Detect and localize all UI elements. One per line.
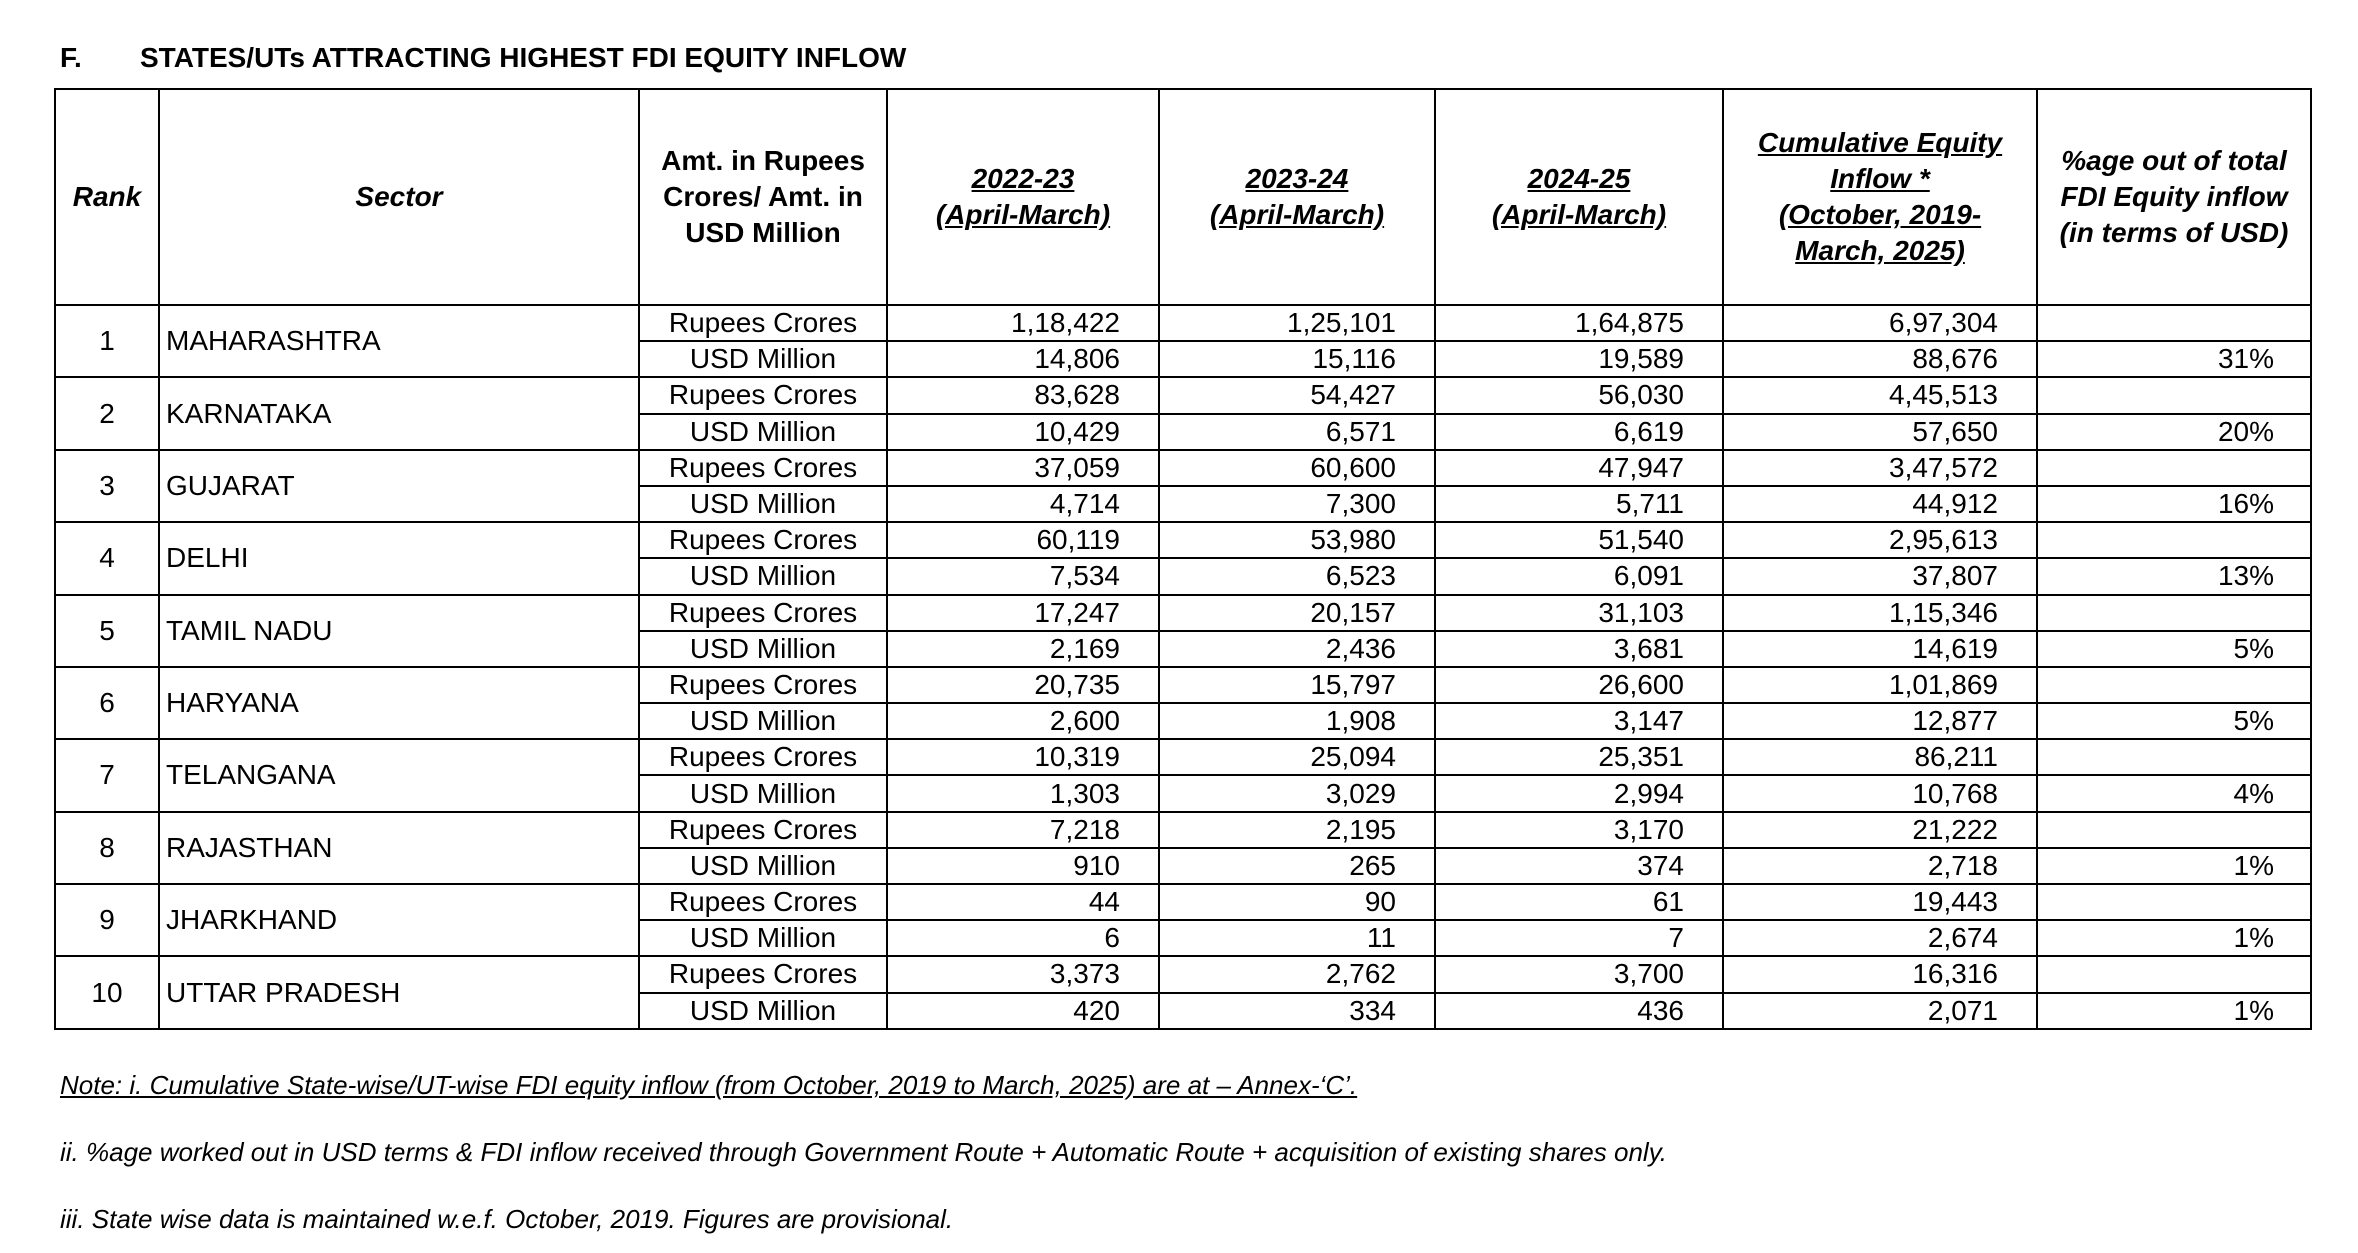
share-cell: 1% (2037, 993, 2311, 1029)
unit-cell: Rupees Crores (639, 450, 887, 486)
state-name-cell: DELHI (159, 522, 639, 594)
value-cell: 4,45,513 (1723, 377, 2037, 413)
share-cell: 1% (2037, 848, 2311, 884)
value-cell: 21,222 (1723, 812, 2037, 848)
value-cell: 10,319 (887, 739, 1159, 775)
rank-cell: 5 (55, 595, 159, 667)
unit-cell: Rupees Crores (639, 739, 887, 775)
share-cell-empty (2037, 956, 2311, 992)
share-cell-empty (2037, 884, 2311, 920)
share-cell-empty (2037, 667, 2311, 703)
value-cell: 2,600 (887, 703, 1159, 739)
value-cell: 2,674 (1723, 920, 2037, 956)
unit-cell: USD Million (639, 703, 887, 739)
state-name-cell: MAHARASHTRA (159, 305, 639, 377)
value-cell: 86,211 (1723, 739, 2037, 775)
value-cell: 25,351 (1435, 739, 1723, 775)
share-cell: 5% (2037, 703, 2311, 739)
value-cell: 11 (1159, 920, 1435, 956)
value-cell: 37,807 (1723, 558, 2037, 594)
state-name-cell: HARYANA (159, 667, 639, 739)
unit-cell: Rupees Crores (639, 956, 887, 992)
value-cell: 12,877 (1723, 703, 2037, 739)
value-cell: 15,797 (1159, 667, 1435, 703)
value-cell: 6,619 (1435, 414, 1723, 450)
value-cell: 61 (1435, 884, 1723, 920)
value-cell: 2,436 (1159, 631, 1435, 667)
rank-cell: 4 (55, 522, 159, 594)
value-cell: 20,157 (1159, 595, 1435, 631)
unit-cell: Rupees Crores (639, 884, 887, 920)
unit-cell: Rupees Crores (639, 595, 887, 631)
state-name-cell: GUJARAT (159, 450, 639, 522)
share-cell-empty (2037, 812, 2311, 848)
state-name-cell: TAMIL NADU (159, 595, 639, 667)
header-share: %age out of total FDI Equity inflow (in terms of USD) (2037, 89, 2311, 305)
value-cell: 44,912 (1723, 486, 2037, 522)
unit-cell: USD Million (639, 341, 887, 377)
table-row-rupees (55, 812, 2311, 848)
unit-cell: USD Million (639, 993, 887, 1029)
value-cell: 3,373 (887, 956, 1159, 992)
value-cell: 2,169 (887, 631, 1159, 667)
value-cell: 1,25,101 (1159, 305, 1435, 341)
value-cell: 3,170 (1435, 812, 1723, 848)
header-fy-2023-24: 2023-24 (April-March) (1159, 89, 1435, 305)
section-title: STATES/UTs ATTRACTING HIGHEST FDI EQUITY INFLOW (140, 42, 907, 73)
state-name-cell: RAJASTHAN (159, 812, 639, 884)
value-cell: 10,768 (1723, 775, 2037, 811)
value-cell: 6,091 (1435, 558, 1723, 594)
value-cell: 2,718 (1723, 848, 2037, 884)
unit-cell: USD Million (639, 920, 887, 956)
value-cell: 334 (1159, 993, 1435, 1029)
value-cell: 54,427 (1159, 377, 1435, 413)
share-cell-empty (2037, 522, 2311, 558)
value-cell: 420 (887, 993, 1159, 1029)
value-cell: 1,908 (1159, 703, 1435, 739)
note-line-1: Note: i. Cumulative State-wise/UT-wise FDI equity inflow (from October, 2019 to March, 2025) are at – Annex-‘C’. (60, 1070, 1358, 1100)
value-cell: 53,980 (1159, 522, 1435, 558)
value-cell: 26,600 (1435, 667, 1723, 703)
share-cell-empty (2037, 595, 2311, 631)
state-name-cell: UTTAR PRADESH (159, 956, 639, 1028)
value-cell: 2,762 (1159, 956, 1435, 992)
share-cell: 13% (2037, 558, 2311, 594)
unit-cell: Rupees Crores (639, 522, 887, 558)
unit-cell: Rupees Crores (639, 667, 887, 703)
value-cell: 25,094 (1159, 739, 1435, 775)
section-heading (60, 42, 906, 74)
value-cell: 7 (1435, 920, 1723, 956)
value-cell: 37,059 (887, 450, 1159, 486)
value-cell: 7,534 (887, 558, 1159, 594)
unit-cell: USD Million (639, 631, 887, 667)
value-cell: 4,714 (887, 486, 1159, 522)
state-name-cell: TELANGANA (159, 739, 639, 811)
table-row-rupees (55, 595, 2311, 631)
table-row-rupees (55, 522, 2311, 558)
value-cell: 44 (887, 884, 1159, 920)
table-row-rupees (55, 739, 2311, 775)
value-cell: 1,15,346 (1723, 595, 2037, 631)
share-cell: 1% (2037, 920, 2311, 956)
table-row-rupees (55, 450, 2311, 486)
value-cell: 51,540 (1435, 522, 1723, 558)
value-cell: 16,316 (1723, 956, 2037, 992)
header-fy-2024-25: 2024-25 (April-March) (1435, 89, 1723, 305)
table-header-row (55, 89, 2311, 305)
value-cell: 17,247 (887, 595, 1159, 631)
value-cell: 60,119 (887, 522, 1159, 558)
unit-cell: Rupees Crores (639, 377, 887, 413)
share-cell-empty (2037, 377, 2311, 413)
rank-cell: 7 (55, 739, 159, 811)
value-cell: 3,029 (1159, 775, 1435, 811)
rank-cell: 6 (55, 667, 159, 739)
value-cell: 3,147 (1435, 703, 1723, 739)
unit-cell: USD Million (639, 486, 887, 522)
value-cell: 6 (887, 920, 1159, 956)
unit-cell: USD Million (639, 414, 887, 450)
table-row-rupees (55, 377, 2311, 413)
value-cell: 3,47,572 (1723, 450, 2037, 486)
value-cell: 7,218 (887, 812, 1159, 848)
rank-cell: 10 (55, 956, 159, 1028)
value-cell: 265 (1159, 848, 1435, 884)
value-cell: 14,806 (887, 341, 1159, 377)
table-row-rupees (55, 884, 2311, 920)
value-cell: 19,443 (1723, 884, 2037, 920)
value-cell: 31,103 (1435, 595, 1723, 631)
table-row-rupees (55, 956, 2311, 992)
value-cell: 374 (1435, 848, 1723, 884)
rank-cell: 9 (55, 884, 159, 956)
value-cell: 6,523 (1159, 558, 1435, 594)
value-cell: 2,071 (1723, 993, 2037, 1029)
value-cell: 83,628 (887, 377, 1159, 413)
unit-cell: USD Million (639, 848, 887, 884)
value-cell: 6,97,304 (1723, 305, 2037, 341)
table-row-rupees (55, 305, 2311, 341)
rank-cell: 3 (55, 450, 159, 522)
value-cell: 19,589 (1435, 341, 1723, 377)
table-row-rupees (55, 667, 2311, 703)
header-fy-2022-23: 2022-23 (April-March) (887, 89, 1159, 305)
value-cell: 3,700 (1435, 956, 1723, 992)
fdi-states-table (54, 88, 2312, 1030)
share-cell-empty (2037, 450, 2311, 486)
header-rank: Rank (55, 89, 159, 305)
value-cell: 2,95,613 (1723, 522, 2037, 558)
value-cell: 436 (1435, 993, 1723, 1029)
unit-cell: USD Million (639, 775, 887, 811)
share-cell: 5% (2037, 631, 2311, 667)
share-cell: 20% (2037, 414, 2311, 450)
note-line-2: ii. %age worked out in USD terms & FDI inflow received through Government Route + Automatic Route + acquisition of existing shares only. (60, 1137, 1667, 1167)
value-cell: 1,18,422 (887, 305, 1159, 341)
rank-cell: 1 (55, 305, 159, 377)
value-cell: 60,600 (1159, 450, 1435, 486)
share-cell-empty (2037, 305, 2311, 341)
share-cell-empty (2037, 739, 2311, 775)
value-cell: 2,994 (1435, 775, 1723, 811)
share-cell: 16% (2037, 486, 2311, 522)
value-cell: 15,116 (1159, 341, 1435, 377)
header-cumulative: Cumulative Equity Inflow * (October, 2019- March, 2025) (1723, 89, 2037, 305)
value-cell: 1,64,875 (1435, 305, 1723, 341)
value-cell: 5,711 (1435, 486, 1723, 522)
value-cell: 1,303 (887, 775, 1159, 811)
section-letter: F. (60, 42, 82, 73)
unit-cell: USD Million (639, 558, 887, 594)
rank-cell: 2 (55, 377, 159, 449)
value-cell: 1,01,869 (1723, 667, 2037, 703)
header-amount-type: Amt. in Rupees Crores/ Amt. in USD Million (639, 89, 887, 305)
state-name-cell: JHARKHAND (159, 884, 639, 956)
value-cell: 7,300 (1159, 486, 1435, 522)
value-cell: 90 (1159, 884, 1435, 920)
header-sector: Sector (159, 89, 639, 305)
value-cell: 6,571 (1159, 414, 1435, 450)
value-cell: 57,650 (1723, 414, 2037, 450)
share-cell: 4% (2037, 775, 2311, 811)
value-cell: 14,619 (1723, 631, 2037, 667)
value-cell: 56,030 (1435, 377, 1723, 413)
rank-cell: 8 (55, 812, 159, 884)
value-cell: 10,429 (887, 414, 1159, 450)
state-name-cell: KARNATAKA (159, 377, 639, 449)
table-body (55, 305, 2311, 1029)
value-cell: 47,947 (1435, 450, 1723, 486)
note-line-3: iii. State wise data is maintained w.e.f. October, 2019. Figures are provisional. (60, 1204, 954, 1234)
value-cell: 3,681 (1435, 631, 1723, 667)
value-cell: 88,676 (1723, 341, 2037, 377)
share-cell: 31% (2037, 341, 2311, 377)
unit-cell: Rupees Crores (639, 305, 887, 341)
value-cell: 20,735 (887, 667, 1159, 703)
value-cell: 2,195 (1159, 812, 1435, 848)
value-cell: 910 (887, 848, 1159, 884)
unit-cell: Rupees Crores (639, 812, 887, 848)
